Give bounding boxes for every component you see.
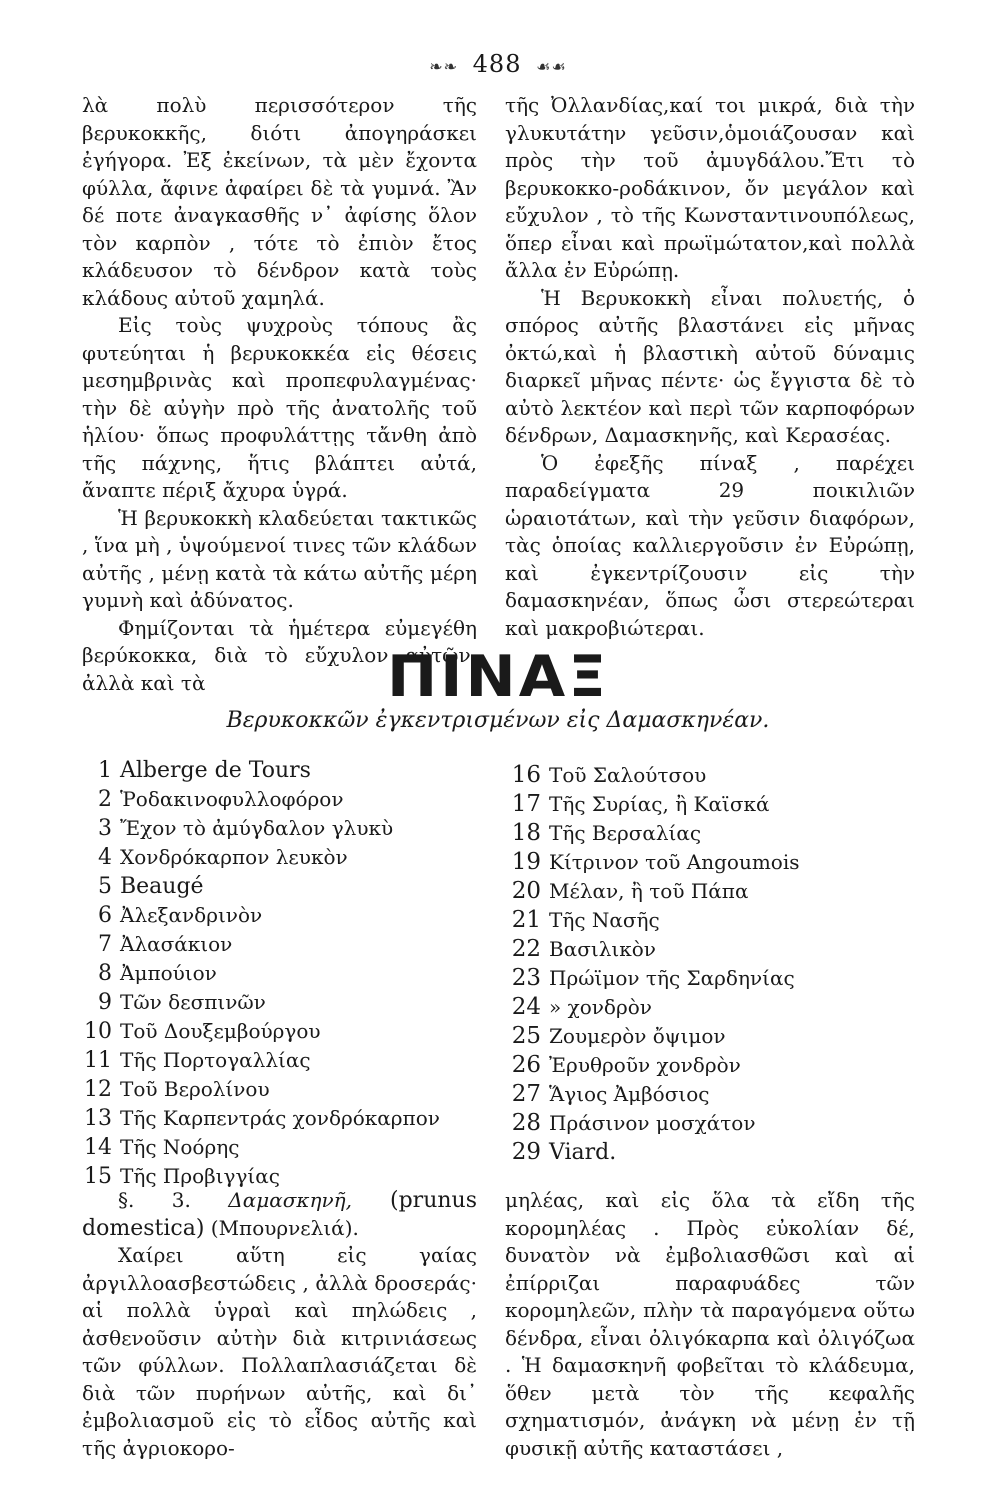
item-text: Τῆς Νοόρης bbox=[120, 1135, 240, 1159]
list-item bbox=[82, 1046, 440, 1075]
item-number: 24 bbox=[511, 994, 541, 1020]
item-number: 3 bbox=[98, 816, 112, 841]
paragraph: τῆς Ὀλλανδίας,καί τοι μικρά, διὰ τὴν γλυκυτάτην γεῦσιν,ὁμοιάζουσαν καὶ πρὸς τὴν τοῦ ἀμυγδάλου.Ἔτι τὸ βερυκοκκο-ροδάκινον, ὄν μεγάλον καὶ εὔχυλον , τὸ τῆς Κωνσταντινουπόλεως, ὅπερ εἶναι καὶ πρωϊμώτατον,καὶ πολλὰ ἄλλα ἐν Εὐρώπῃ. bbox=[505, 93, 915, 282]
item-text: Ῥοδακινοφυλλοφόρον bbox=[120, 787, 344, 811]
item-number: 6 bbox=[98, 903, 112, 928]
item-number: 13 bbox=[84, 1106, 112, 1131]
item-text: Ἐρυθροῦν χονδρὸν bbox=[549, 1053, 741, 1077]
top-left-column bbox=[82, 92, 477, 697]
list-item bbox=[505, 964, 800, 993]
list-item bbox=[505, 1138, 800, 1167]
list-item bbox=[82, 872, 440, 901]
list-item bbox=[82, 1133, 440, 1162]
list-item bbox=[82, 814, 440, 843]
list-item bbox=[82, 756, 440, 785]
section-number: §. 3. bbox=[118, 1188, 229, 1212]
item-number: 17 bbox=[511, 791, 541, 817]
item-number: 23 bbox=[511, 965, 541, 991]
item-text: Ἀλεξανδρινὸν bbox=[120, 903, 263, 927]
item-text: Ζουμερὸν ὄψιμον bbox=[549, 1024, 726, 1048]
item-number: 25 bbox=[511, 1023, 541, 1049]
item-number: 29 bbox=[511, 1139, 541, 1165]
list-item bbox=[82, 1075, 440, 1104]
list-item bbox=[505, 761, 800, 790]
list-item bbox=[82, 1104, 440, 1133]
item-number: 22 bbox=[511, 936, 541, 962]
item-text: Τοῦ Σαλούτσου bbox=[549, 763, 707, 787]
section-latin-name: (prunus domestica) bbox=[82, 1188, 477, 1241]
item-number: 16 bbox=[511, 762, 541, 788]
item-number: 7 bbox=[98, 932, 112, 957]
list-item bbox=[505, 935, 800, 964]
item-number: 26 bbox=[511, 1052, 541, 1078]
item-number: 11 bbox=[84, 1048, 112, 1073]
varieties-list-right bbox=[505, 761, 800, 1167]
item-text: Ἀλασάκιον bbox=[120, 932, 233, 956]
item-text: Κίτρινον τοῦ Angoumois bbox=[549, 850, 800, 874]
page-number-text: 488 bbox=[472, 50, 522, 78]
item-text: Μέλαν, ἢ τοῦ Πάπα bbox=[549, 879, 749, 903]
list-item bbox=[82, 930, 440, 959]
list-item bbox=[505, 1109, 800, 1138]
list-item bbox=[505, 819, 800, 848]
list-item bbox=[82, 785, 440, 814]
item-text: Τῆς Προβιγγίας bbox=[120, 1164, 280, 1188]
paragraph: Ἡ βερυκοκκὴ κλαδεύεται τακτικῶς , ἵνα μὴ , ὑψούμενοί τινες τῶν κλάδων αὐτῆς , μένῃ κατὰ τὰ κάτω αὐτῆς μέρη γυμνὴ καὶ ἀδύνατος. bbox=[82, 505, 477, 612]
section-heading bbox=[82, 1187, 477, 1242]
list-item bbox=[505, 906, 800, 935]
item-text: Τῆς Συρίας, ἢ Καϊσκά bbox=[549, 792, 770, 816]
paragraph: Εἰς τοὺς ψυχροὺς τόπους ἂς φυτεύηται ἡ βερυκοκκέα εἰς θέσεις μεσημβρινὰς καὶ προπεφυλαγμένας· τὴν δὲ αὐγὴν πρὸ τῆς ἀνατολῆς τοῦ ἡλίου· ὅπως προφυλάττῃς τἄνθη ἀπὸ τῆς πάχνης, ἥτις βλάπτει αὐτά, ἄναπτε πέριξ ἄχυρα ὑγρά. bbox=[82, 313, 477, 502]
list-item bbox=[82, 959, 440, 988]
item-text: Τοῦ Βερολίνου bbox=[120, 1077, 270, 1101]
item-text: Χονδρόκαρπον λευκὸν bbox=[120, 845, 348, 869]
item-number: 8 bbox=[98, 961, 112, 986]
paragraph: Φημίζονται τὰ ἡμέτερα εὐμεγέθη βερύκοκκα, διὰ τὸ εὔχυλον αὐτῶν, ἀλλὰ καὶ τὰ bbox=[82, 615, 477, 695]
list-item bbox=[82, 901, 440, 930]
paragraph: Χαίρει αὕτη εἰς γαίας ἀργιλλοασβεστώδεις , ἀλλὰ δροσεράς· αἱ πολλὰ ὑγραὶ καὶ πηλώδεις , ἀσθενοῦσιν αὐτὴν διὰ κιτρινιάσεως τῶν φύλλων. Πολλαπλασιάζεται δὲ διὰ τῶν πυρήνων αὐτῆς, καὶ δι᾽ ἐμβολιασμοῦ εἰς τὸ εἶδος αὐτῆς καὶ τῆς ἀγριοκορο- bbox=[82, 1243, 477, 1460]
section-vernacular-name: (Μπουρνελιά). bbox=[204, 1215, 359, 1240]
ornament-left-icon: ❧❧ bbox=[429, 57, 459, 76]
item-text: Τῶν δεσπινῶν bbox=[120, 990, 266, 1014]
list-item bbox=[505, 877, 800, 906]
item-number: 27 bbox=[511, 1081, 541, 1107]
item-text: Viard. bbox=[549, 1140, 617, 1165]
item-number: 20 bbox=[511, 878, 541, 904]
list-item bbox=[505, 993, 800, 1022]
list-item bbox=[505, 790, 800, 819]
item-number: 2 bbox=[98, 787, 112, 812]
item-number: 18 bbox=[511, 820, 541, 846]
item-number: 21 bbox=[511, 907, 541, 933]
item-number: 15 bbox=[84, 1164, 112, 1189]
item-text: Τῆς Καρπεντράς χονδρόκαρπον bbox=[120, 1106, 440, 1130]
item-number: 4 bbox=[98, 845, 112, 870]
item-number: 10 bbox=[84, 1019, 112, 1044]
item-number: 9 bbox=[98, 990, 112, 1015]
item-text: Πρώϊμον τῆς Σαρδηνίας bbox=[549, 966, 795, 990]
item-text: Ἔχον τὸ ἀμύγδαλον γλυκὺ bbox=[120, 816, 394, 840]
top-right-column bbox=[505, 92, 915, 642]
list-item bbox=[82, 1017, 440, 1046]
item-text: Τοῦ Δουξεμβούργου bbox=[120, 1019, 321, 1043]
item-text: Πράσινον μοσχάτον bbox=[549, 1111, 756, 1135]
item-text: Τῆς Πορτογαλλίας bbox=[120, 1048, 311, 1072]
list-item bbox=[82, 988, 440, 1017]
varieties-list-left bbox=[82, 756, 440, 1191]
section-title: Δαμασκηνῆ, bbox=[228, 1188, 352, 1212]
paragraph: λὰ πολὺ περισσότερον τῆς βερυκοκκῆς, διότι ἀπογηράσκει ἐγήγορα. Ἐξ ἐκείνων, τὰ μὲν ἔχοντα φύλλα, ἄφινε ἀφαίρει δὲ τὰ γυμνά. Ἂν δέ ποτε ἀναγκασθῆς ν᾽ ἀφίσης ὅλον τὸν καρπὸν , τότε τὸ ἐπιὸν ἔτος κλάδευσον τὸ δένδρον κατὰ τοὺς κλάδους αὐτοῦ χαμηλά. bbox=[82, 93, 477, 310]
paragraph: Ὁ ἐφεξῆς πίναξ , παρέχει παραδείγματα 29 ποικιλιῶν ὡραιοτάτων, καὶ τὴν γεῦσιν διαφόρων, τὰς ὁποίας καλλιεργοῦσιν ἐν Εὐρώπῃ, καὶ ἐγκεντρίζουσιν εἰς τὴν δαμασκηνέαν, ὅπως ὦσι στερεώτεραι καὶ μακροβιώτεραι. bbox=[505, 450, 915, 640]
item-text: Βασιλικὸν bbox=[549, 937, 656, 961]
page-number bbox=[0, 50, 996, 78]
item-text: » χονδρὸν bbox=[549, 995, 652, 1019]
item-text: Τῆς Νασῆς bbox=[549, 908, 660, 932]
list-item bbox=[505, 1051, 800, 1080]
item-text: Beaugé bbox=[120, 874, 204, 899]
item-number: 28 bbox=[511, 1110, 541, 1136]
item-number: 14 bbox=[84, 1135, 112, 1160]
paragraph: Ἡ Βερυκοκκὴ εἶναι πολυετής, ὁ σπόρος αὐτῆς βλαστάνει εἰς μῆνας ὀκτώ,καὶ ἡ βλαστικὴ αὐτοῦ δύναμις διαρκεῖ μῆνας πέντε· ὡς ἔγγιστα δὲ τὸ αὐτὸ λεκτέον καὶ περὶ τῶν καρποφόρων δένδρων, Δαμασκηνῆς, καὶ Κερασέας. bbox=[505, 285, 915, 447]
item-number: 12 bbox=[84, 1077, 112, 1102]
bottom-left-column bbox=[82, 1187, 477, 1462]
item-text: Ἅγιος Ἀμβόσιος bbox=[549, 1082, 710, 1106]
table-subtitle: Βερυκοκκῶν ἐγκεντρισμένων εἰς Δαμασκηνέαν. bbox=[226, 708, 770, 733]
paragraph: μηλέας, καὶ εἰς ὅλα τὰ εἴδη τῆς κορομηλέας . Πρὸς εὐκολίαν δέ, δυνατὸν νὰ ἐμβολιασθῶσι καὶ αἱ ἐπίρριζαι παραφυάδες τῶν κορομηλεῶν, πλὴν τὰ παραγόμενα οὕτω δένδρα, εἶναι ὀλιγόκαρπα καὶ ὀλιγόζωα . Ἡ δαμασκηνῆ φοβεῖται τὸ κλάδευμα, ὅθεν μετὰ τὸν τῆς κεφαλῆς σχηματισμόν, ἀνάγκη νὰ μένῃ ἐν τῇ φυσικῇ αὐτῆς καταστάσει , bbox=[505, 1188, 915, 1460]
item-number: 19 bbox=[511, 849, 541, 875]
item-text: Ἀμπούιον bbox=[120, 961, 217, 985]
item-number: 5 bbox=[98, 874, 112, 899]
item-number: 1 bbox=[98, 758, 112, 783]
list-item bbox=[505, 1080, 800, 1109]
list-item bbox=[505, 1022, 800, 1051]
ornament-right-icon: ☙☙ bbox=[536, 57, 567, 76]
item-text: Alberge de Tours bbox=[120, 758, 311, 783]
list-item bbox=[82, 843, 440, 872]
table-title: ΠΙΝΑΞ bbox=[386, 643, 610, 711]
item-text: Τῆς Βερσαλίας bbox=[549, 821, 702, 845]
bottom-right-column bbox=[505, 1187, 915, 1462]
list-item bbox=[505, 848, 800, 877]
